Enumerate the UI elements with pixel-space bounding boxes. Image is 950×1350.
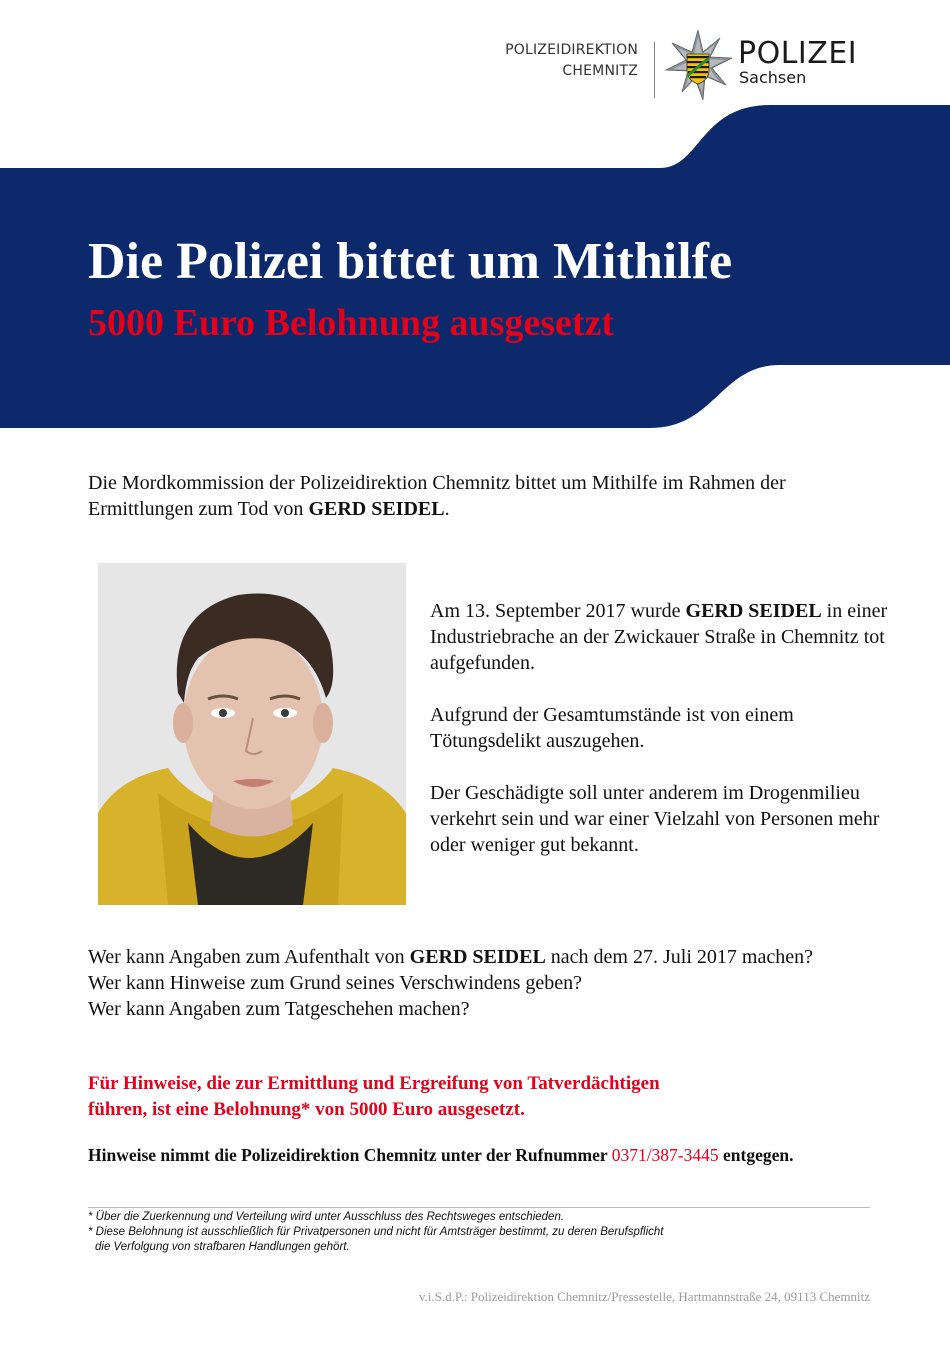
reward-line-2: führen, ist eine Belohnung* von 5000 Euro ausgesetzt. (88, 1099, 525, 1120)
contact-text: Hinweise nimmt die Polizeidirektion Chemnitz unter der Rufnummer (88, 1145, 612, 1165)
reward-headline: 5000 Euro Belohnung ausgesetzt (88, 302, 615, 344)
story-paragraph-3: Der Geschädigte soll unter anderem im Drogenmilieu verkehrt sein und war einer Vielzahl von Personen mehr oder weniger gut bekannt. (430, 782, 880, 856)
logo-divider (654, 42, 655, 98)
logo-polizei: POLIZEI (738, 36, 858, 71)
question-3: Wer kann Angaben zum Tatgeschehen machen? (88, 998, 470, 1020)
police-star-icon (664, 30, 732, 102)
department-line-2: CHEMNITZ (562, 63, 638, 79)
logo-sachsen: Sachsen (739, 68, 807, 87)
victim-name: GERD SEIDEL (409, 946, 546, 968)
footnote-1: * Über die Zuerkennung und Verteilung wird unter Ausschluss des Rechtsweges entschieden. (88, 1211, 565, 1223)
imprint: v.i.S.d.P.: Polizeidirektion Chemnitz/Pressestelle, Hartmannstraße 24, 09113 Chemnitz (418, 1289, 870, 1304)
witness-questions (88, 944, 888, 1022)
reward-line-1: Für Hinweise, die zur Ermittlung und Ergreifung von Tatverdächtigen (88, 1073, 660, 1094)
footnote-2: * Diese Belohnung ist ausschließlich für Privatpersonen und nicht für Amtsträger bestimmt, zu deren Berufspflicht (88, 1226, 664, 1238)
reward-notice (88, 1071, 888, 1123)
page-title: Die Polizei bittet um Mithilfe (88, 233, 733, 290)
story-paragraph-2: Aufgrund der Gesamtumstände ist von einem Tötungsdelikt auszugehen. (430, 704, 794, 752)
victim-photo (98, 563, 406, 905)
phone-number: 0371/387-3445 (611, 1145, 719, 1165)
question-text: Wer kann Angaben zum Aufenthalt von (88, 946, 410, 968)
victim-name: GERD SEIDEL (308, 498, 445, 520)
footnote-2-continued: die Verfolgung von strafbaren Handlungen gehört. (95, 1241, 350, 1253)
intro-paragraph (88, 470, 888, 522)
victim-name: GERD SEIDEL (685, 600, 822, 622)
story-paragraph-1 (430, 598, 890, 676)
footnotes (88, 1210, 878, 1255)
intro-text: Die Mordkommission der Polizeidirektion Chemnitz bittet um Mithilfe im Rahmen der Ermittlungen zum Tod von (88, 472, 786, 520)
department-line-1: POLIZEIDIREKTION (505, 42, 638, 58)
question-text: nach dem 27. Juli 2017 machen? (545, 946, 813, 968)
contact-end: entgegen. (718, 1145, 794, 1165)
intro-end: . (444, 498, 450, 520)
question-2: Wer kann Hinweise zum Grund seines Verschwindens geben? (88, 972, 582, 994)
department-name (470, 40, 638, 82)
footnote-divider (88, 1207, 870, 1208)
story-text: Am 13. September 2017 wurde (430, 600, 686, 622)
story-text: in einer Industriebrache an der Zwickauer Straße in Chemnitz tot aufgefunden. (430, 600, 888, 674)
case-description (430, 598, 890, 884)
question-1 (88, 944, 888, 970)
contact-line (88, 1143, 908, 1167)
